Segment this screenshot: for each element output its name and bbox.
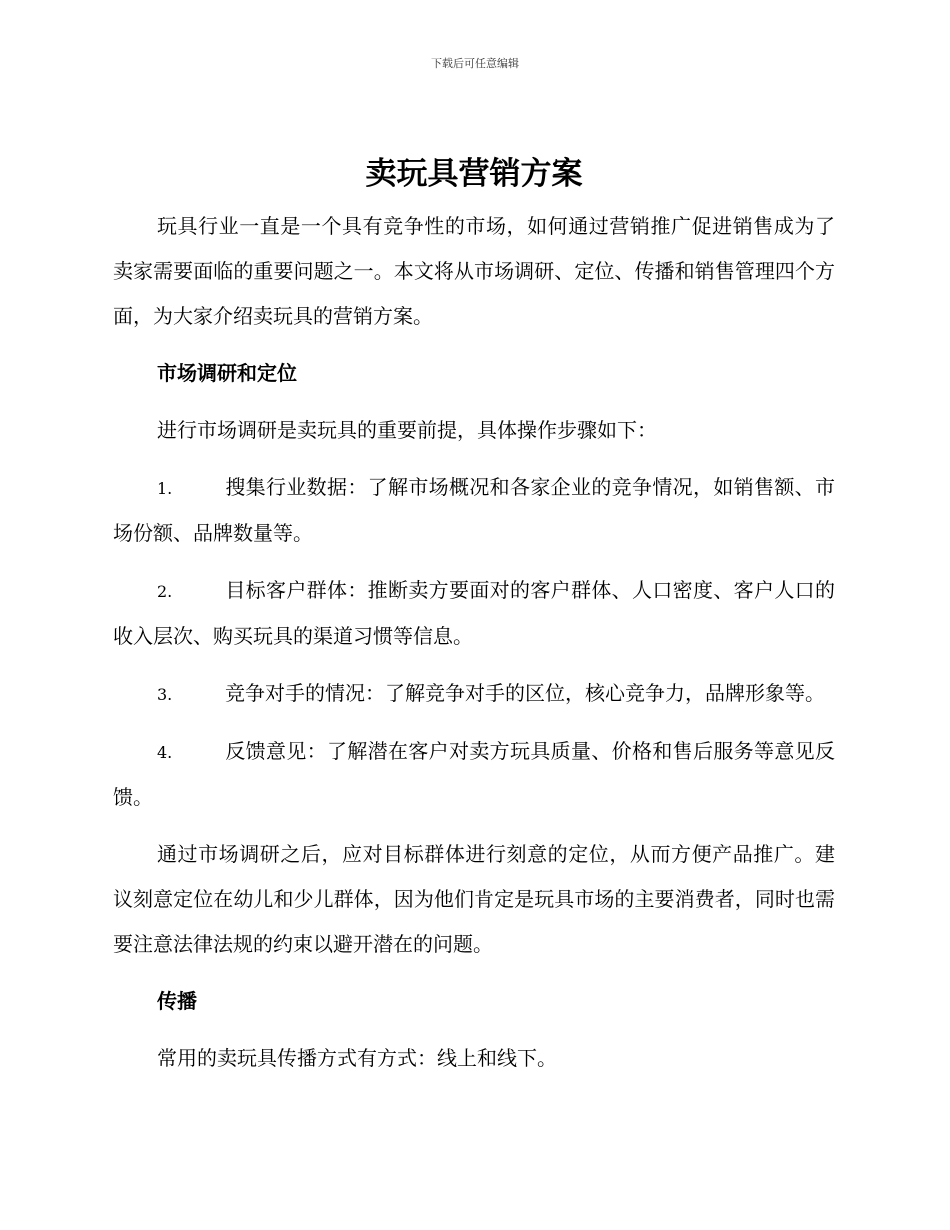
document-title: 卖玩具营销方案 [365,156,583,192]
list-number: 2. [157,582,173,601]
section-heading-market-research: 市场调研和定位 [157,361,297,385]
list-item-text: 搜集行业数据：了解市场概况和各家企业的竞争情况，如销售额、市场份额、品牌数量等。 [113,475,835,545]
section1-conclusion-paragraph: 通过市场调研之后，应对目标群体进行刻意的定位，从而方便产品推广。建议刻意定位在幼儿和少儿群体，因为他们肯定是玩具市场的主要消费者，同时也需要注意法律法规的约束以避开潜在的问题。 [113,842,835,956]
list-item [113,568,835,659]
page-header-note: 下载后可任意编辑 [431,57,519,70]
list-item [113,671,835,717]
list-number: 1. [157,479,173,498]
list-item-text: 目标客户群体：推断卖方要面对的客户群体、人口密度、客户人口的收入层次、购买玩具的渠道习惯等信息。 [113,578,835,648]
list-item [113,465,835,556]
section-heading-promotion: 传播 [157,989,197,1013]
document-body [113,148,835,1093]
list-number: 3. [157,685,173,704]
section1-lead-paragraph: 进行市场调研是卖玩具的重要前提，具体操作步骤如下： [157,418,657,442]
intro-paragraph: 玩具行业一直是一个具有竞争性的市场，如何通过营销推广促进销售成为了卖家需要面临的重要问题之一。本文将从市场调研、定位、传播和销售管理四个方面，为大家介绍卖玩具的营销方案。 [113,214,835,328]
list-number: 4. [157,743,173,762]
list-item-text: 竞争对手的情况：了解竞争对手的区位，核心竞争力，品牌形象等。 [225,681,825,705]
list-item [113,729,835,820]
list-item-text: 反馈意见：了解潜在客户对卖方玩具质量、价格和售后服务等意见反馈。 [113,739,835,809]
section2-lead-paragraph: 常用的卖玩具传播方式有方式：线上和线下。 [157,1046,557,1070]
